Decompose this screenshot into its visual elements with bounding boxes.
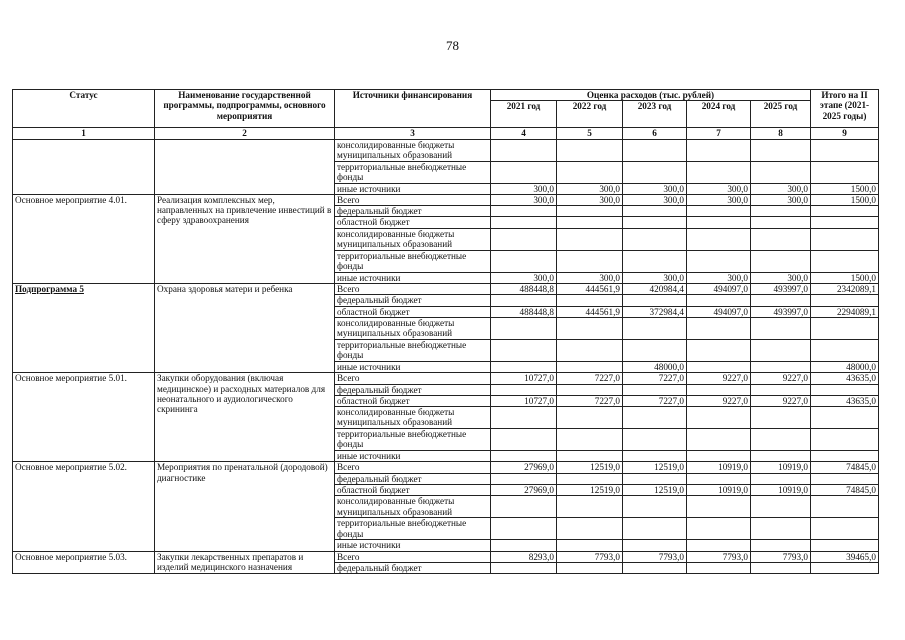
year-value-cell: 488448,8 [491,284,557,295]
total-value-cell [811,161,879,183]
year-value-cell [491,206,557,217]
funding-source-cell: иные источники [335,272,491,283]
year-value-cell [491,250,557,272]
total-value-cell [811,139,879,161]
year-value-cell [623,250,687,272]
status-cell: Основное мероприятие 4.01. [13,194,155,283]
year-value-cell [751,429,811,451]
total-value-cell: 48000,0 [811,361,879,372]
year-value-cell: 10727,0 [491,373,557,384]
year-value-cell [557,250,623,272]
year-value-cell: 300,0 [491,272,557,283]
year-value-cell [557,540,623,551]
column-number: 1 [13,128,155,139]
total-value-cell: 43635,0 [811,395,879,406]
year-value-cell: 300,0 [687,183,751,194]
year-value-cell [623,451,687,462]
year-value-cell [687,250,751,272]
header-2025: 2025 год [751,101,811,128]
funding-source-cell: Всего [335,373,491,384]
funding-source-cell: Всего [335,194,491,205]
funding-source-cell: консолидированные бюджеты муниципальных образований [335,228,491,250]
table-row [13,373,879,384]
funding-source-cell: Всего [335,551,491,562]
program-name-cell: Охрана здоровья матери и ребенка [155,284,335,373]
funding-source-cell: иные источники [335,361,491,372]
year-value-cell [751,206,811,217]
year-value-cell: 7793,0 [623,551,687,562]
funding-source-cell: федеральный бюджет [335,206,491,217]
year-value-cell [623,139,687,161]
header-2023: 2023 год [623,101,687,128]
total-value-cell [811,339,879,361]
total-value-cell: 43635,0 [811,373,879,384]
funding-source-cell: иные источники [335,451,491,462]
header-status: Статус [13,90,155,128]
year-value-cell [557,339,623,361]
year-value-cell: 300,0 [751,194,811,205]
year-value-cell [623,339,687,361]
year-value-cell: 9227,0 [687,373,751,384]
page-number: 78 [446,38,459,53]
year-value-cell [557,317,623,339]
year-value-cell: 493997,0 [751,284,811,295]
header-2024: 2024 год [687,101,751,128]
year-value-cell [623,295,687,306]
year-value-cell: 300,0 [687,194,751,205]
financing-table [12,89,879,574]
year-value-cell [557,496,623,518]
total-value-cell: 74845,0 [811,462,879,473]
funding-source-cell: территориальные внебюджетные фонды [335,339,491,361]
year-value-cell: 10919,0 [751,462,811,473]
year-value-cell [687,429,751,451]
funding-source-cell: территориальные внебюджетные фонды [335,250,491,272]
year-value-cell [491,384,557,395]
year-value-cell [687,540,751,551]
year-value-cell: 493997,0 [751,306,811,317]
table-row [13,551,879,562]
year-value-cell [557,407,623,429]
column-number: 7 [687,128,751,139]
year-value-cell: 444561,9 [557,306,623,317]
year-value-cell [751,161,811,183]
column-number: 2 [155,128,335,139]
year-value-cell [491,540,557,551]
year-value-cell [557,361,623,372]
year-value-cell [491,496,557,518]
year-value-cell [623,161,687,183]
year-value-cell [623,217,687,228]
total-value-cell [811,384,879,395]
year-value-cell: 494097,0 [687,306,751,317]
year-value-cell [687,361,751,372]
year-value-cell: 300,0 [557,183,623,194]
year-value-cell [687,496,751,518]
year-value-cell: 300,0 [687,272,751,283]
year-value-cell [491,161,557,183]
year-value-cell [687,562,751,573]
funding-source-cell: областной бюджет [335,395,491,406]
funding-source-cell: областной бюджет [335,306,491,317]
year-value-cell [491,339,557,361]
year-value-cell [623,540,687,551]
year-value-cell: 12519,0 [557,485,623,496]
year-value-cell [557,451,623,462]
status-cell: Основное мероприятие 5.03. [13,551,155,574]
year-value-cell [751,518,811,540]
total-value-cell: 1500,0 [811,194,879,205]
year-value-cell: 10919,0 [751,485,811,496]
year-value-cell: 7793,0 [557,551,623,562]
column-number: 6 [623,128,687,139]
year-value-cell [557,429,623,451]
year-value-cell [623,562,687,573]
year-value-cell [687,518,751,540]
funding-source-cell: иные источники [335,540,491,551]
year-value-cell [623,429,687,451]
year-value-cell: 300,0 [491,194,557,205]
year-value-cell: 7793,0 [687,551,751,562]
year-value-cell: 10919,0 [687,462,751,473]
year-value-cell [751,540,811,551]
total-value-cell [811,473,879,484]
year-value-cell [751,339,811,361]
year-value-cell: 7227,0 [557,395,623,406]
table-row [13,284,879,295]
year-value-cell [491,317,557,339]
year-value-cell: 10727,0 [491,395,557,406]
year-value-cell: 27969,0 [491,485,557,496]
total-value-cell: 39465,0 [811,551,879,562]
year-value-cell: 488448,8 [491,306,557,317]
status-cell: Основное мероприятие 5.01. [13,373,155,462]
year-value-cell [623,317,687,339]
total-value-cell [811,217,879,228]
funding-source-cell: консолидированные бюджеты муниципальных образований [335,496,491,518]
column-number: 8 [751,128,811,139]
year-value-cell [491,295,557,306]
year-value-cell: 12519,0 [623,462,687,473]
table-row [13,139,879,161]
year-value-cell: 27969,0 [491,462,557,473]
program-name-cell: Реализация комплексных мер, направленных на привлечение инвестиций в сферу здравоохранения [155,194,335,283]
year-value-cell [687,139,751,161]
year-value-cell: 300,0 [751,183,811,194]
funding-source-cell: консолидированные бюджеты муниципальных образований [335,139,491,161]
total-value-cell [811,451,879,462]
year-value-cell [557,228,623,250]
year-value-cell: 12519,0 [623,485,687,496]
funding-source-cell: территориальные внебюджетные фонды [335,161,491,183]
year-value-cell: 9227,0 [751,373,811,384]
status-cell: Основное мероприятие 5.02. [13,462,155,551]
year-value-cell [557,473,623,484]
year-value-cell: 7227,0 [623,373,687,384]
year-value-cell [557,217,623,228]
total-value-cell: 1500,0 [811,183,879,194]
year-value-cell [623,206,687,217]
year-value-cell: 10919,0 [687,485,751,496]
year-value-cell [751,562,811,573]
funding-source-cell: иные источники [335,183,491,194]
year-value-cell [751,407,811,429]
funding-source-cell: консолидированные бюджеты муниципальных образований [335,317,491,339]
year-value-cell [687,228,751,250]
total-value-cell [811,317,879,339]
year-value-cell [491,562,557,573]
year-value-cell [751,496,811,518]
table-row [13,462,879,473]
year-value-cell [491,217,557,228]
year-value-cell: 9227,0 [687,395,751,406]
year-value-cell [623,228,687,250]
year-value-cell: 300,0 [557,194,623,205]
total-value-cell [811,250,879,272]
year-value-cell [751,473,811,484]
program-name-cell [155,139,335,194]
funding-source-cell: территориальные внебюджетные фонды [335,429,491,451]
year-value-cell [751,228,811,250]
funding-source-cell: Всего [335,284,491,295]
year-value-cell [623,407,687,429]
year-value-cell [623,384,687,395]
year-value-cell [687,407,751,429]
year-value-cell: 494097,0 [687,284,751,295]
year-value-cell [491,473,557,484]
year-value-cell [491,139,557,161]
year-value-cell [623,518,687,540]
year-value-cell: 420984,4 [623,284,687,295]
year-value-cell: 9227,0 [751,395,811,406]
year-value-cell [557,562,623,573]
year-value-cell [751,295,811,306]
total-value-cell [811,496,879,518]
status-cell: Подпрограмма 5 [13,284,155,373]
total-value-cell [811,407,879,429]
funding-source-cell: областной бюджет [335,217,491,228]
year-value-cell: 300,0 [623,272,687,283]
funding-source-cell: федеральный бюджет [335,384,491,395]
year-value-cell [687,473,751,484]
year-value-cell [491,407,557,429]
year-value-cell [751,139,811,161]
total-value-cell [811,562,879,573]
year-value-cell: 12519,0 [557,462,623,473]
year-value-cell: 444561,9 [557,284,623,295]
year-value-cell [751,384,811,395]
total-value-cell: 74845,0 [811,485,879,496]
column-number-row [13,128,879,139]
year-value-cell [687,451,751,462]
program-name-cell: Закупки лекарственных препаратов и изделий медицинского назначения [155,551,335,574]
year-value-cell [491,361,557,372]
year-value-cell: 300,0 [557,272,623,283]
table-row [13,194,879,205]
year-value-cell: 7793,0 [751,551,811,562]
header-2022: 2022 год [557,101,623,128]
header-estimate: Оценка расходов (тыс. рублей) [491,90,811,101]
column-number: 9 [811,128,879,139]
year-value-cell [623,473,687,484]
year-value-cell [623,496,687,518]
year-value-cell: 300,0 [491,183,557,194]
year-value-cell [557,518,623,540]
year-value-cell [687,217,751,228]
year-value-cell [557,139,623,161]
total-value-cell [811,429,879,451]
year-value-cell [491,451,557,462]
year-value-cell [491,518,557,540]
year-value-cell: 300,0 [623,194,687,205]
funding-source-cell: территориальные внебюджетные фонды [335,518,491,540]
header-2021: 2021 год [491,101,557,128]
year-value-cell [687,206,751,217]
year-value-cell [557,161,623,183]
year-value-cell [751,250,811,272]
column-number: 5 [557,128,623,139]
year-value-cell: 300,0 [751,272,811,283]
funding-source-cell: федеральный бюджет [335,562,491,573]
column-number: 3 [335,128,491,139]
total-value-cell: 2342089,1 [811,284,879,295]
funding-source-cell: областной бюджет [335,485,491,496]
funding-source-cell: Всего [335,462,491,473]
year-value-cell: 7227,0 [557,373,623,384]
header-name: Наименование государственной программы, подпрограммы, основного мероприятия [155,90,335,128]
year-value-cell [751,361,811,372]
year-value-cell [751,451,811,462]
program-name-cell: Закупки оборудования (включая медицинское) и расходных материалов для неонатального и аудиологического скрининга [155,373,335,462]
status-cell [13,139,155,194]
year-value-cell [687,295,751,306]
year-value-cell: 8293,0 [491,551,557,562]
year-value-cell: 300,0 [623,183,687,194]
header-source: Источники финансирования [335,90,491,128]
year-value-cell [687,161,751,183]
total-value-cell [811,518,879,540]
year-value-cell: 372984,4 [623,306,687,317]
total-value-cell [811,228,879,250]
year-value-cell: 7227,0 [623,395,687,406]
total-value-cell [811,540,879,551]
year-value-cell [751,217,811,228]
funding-source-cell: федеральный бюджет [335,295,491,306]
header-total: Итого на II этапе (2021-2025 годы) [811,90,879,128]
column-number: 4 [491,128,557,139]
year-value-cell: 48000,0 [623,361,687,372]
total-value-cell [811,206,879,217]
year-value-cell [557,206,623,217]
year-value-cell [557,295,623,306]
total-value-cell [811,295,879,306]
year-value-cell [491,429,557,451]
year-value-cell [491,228,557,250]
total-value-cell: 1500,0 [811,272,879,283]
year-value-cell [687,317,751,339]
total-value-cell: 2294089,1 [811,306,879,317]
program-name-cell: Мероприятия по пренатальной (дородовой) диагностике [155,462,335,551]
year-value-cell [687,339,751,361]
year-value-cell [751,317,811,339]
funding-source-cell: федеральный бюджет [335,473,491,484]
year-value-cell [557,384,623,395]
funding-source-cell: консолидированные бюджеты муниципальных образований [335,407,491,429]
year-value-cell [687,384,751,395]
